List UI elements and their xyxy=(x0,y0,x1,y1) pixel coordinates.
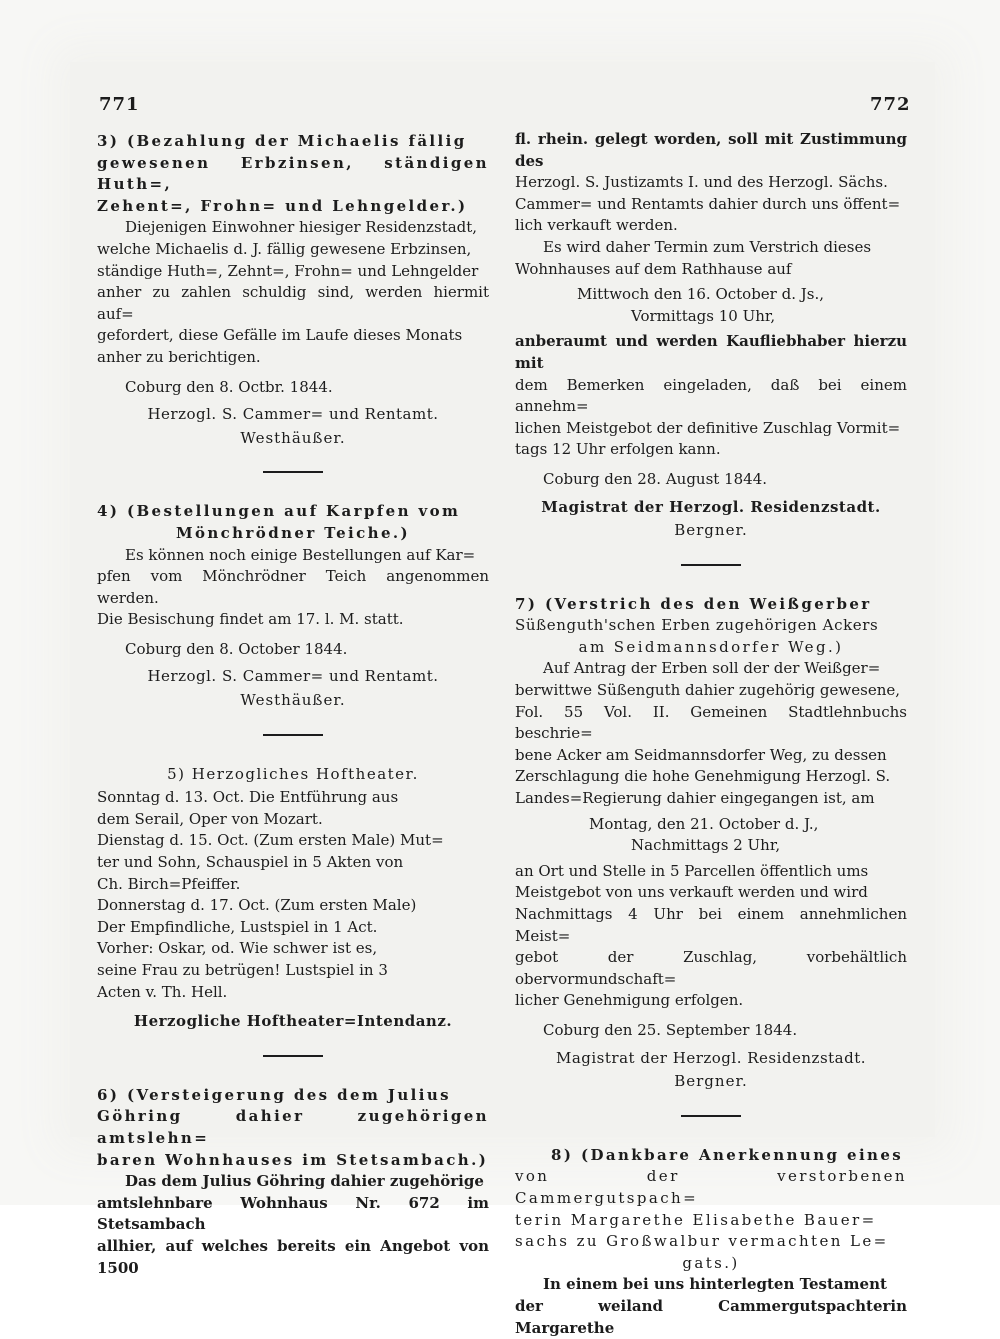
notice-8-title-line: von der verstorbenen Cammergutspach= xyxy=(515,1167,907,1207)
program-line: Vorher: Oskar, od. Wie schwer ist es, xyxy=(97,939,378,958)
notice-6-cont-line: tags 12 Uhr erfolgen kann. xyxy=(515,440,721,459)
program-line: Ch. Birch=Pfeiffer. xyxy=(97,874,241,893)
notice-7-title-line: 7) (Verstrich des den Weißgerber xyxy=(515,594,872,613)
notice-7-body-line: berwittwe Süßenguth dahier zugehörig gewesene, xyxy=(515,681,901,700)
program-line: Sonntag d. 13. Oct. Die Entführung aus xyxy=(97,788,399,807)
notice-3-name: Westhäußer. xyxy=(240,428,346,447)
notice-3-body-line: gefordert, diese Gefälle im Laufe dieses Monats xyxy=(97,326,463,345)
notice-7-body-line: Landes=Regierung dahier eingegangen ist, am xyxy=(515,789,875,808)
program-entry xyxy=(97,895,489,1003)
notice-6-continued xyxy=(515,129,907,542)
notice-7-term-date: Montag, den 21. October d. J., xyxy=(589,814,819,833)
notice-3-body-line: welche Michaelis d. J. fällig gewesene Erbzinsen, xyxy=(97,239,472,258)
program-line: ter und Sohn, Schauspiel in 5 Akten von xyxy=(97,853,404,872)
notice-6-name: Bergner. xyxy=(674,521,748,540)
separator xyxy=(681,1115,741,1117)
notice-8-body-line: der weiland Cammergutspachterin Margarethe xyxy=(515,1296,907,1337)
notice-4-date: Coburg den 8. October 1844. xyxy=(125,639,348,658)
program-line: Donnerstag d. 17. Oct. (Zum ersten Male) xyxy=(97,896,417,915)
notice-7-body-line: gebot der Zuschlag, vorbehältlich obervormundschaft= xyxy=(515,948,907,988)
notice-4-body-line: Die Besischung findet am 17. l. M. statt. xyxy=(97,610,404,629)
notice-6-cont-line: lich verkauft werden. xyxy=(515,216,678,235)
notice-7 xyxy=(515,594,907,1093)
separator xyxy=(263,734,323,736)
notice-6-date: Coburg den 28. August 1844. xyxy=(543,469,768,488)
notice-3-date: Coburg den 8. Octbr. 1844. xyxy=(125,377,333,396)
notice-8 xyxy=(515,1145,907,1339)
notice-7-body-line: licher Genehmigung erfolgen. xyxy=(515,991,744,1010)
page-number-left: 771 xyxy=(99,94,140,115)
notice-3-body-line: ständige Huth=, Zehnt=, Frohn= und Lehngelder xyxy=(97,261,479,280)
notice-3-title-line: Zehent=, Frohn= und Lehngelder.) xyxy=(97,196,468,215)
notice-8-body-line: In einem bei uns hinterlegten Testament xyxy=(543,1275,887,1294)
notice-4-signature: Herzogl. S. Cammer= und Rentamt. xyxy=(147,667,439,686)
notice-7-body-line: Zerschlagung die hohe Genehmigung Herzogl. S. xyxy=(515,767,891,786)
notice-8-title-line: terin Margarethe Elisabethe Bauer= xyxy=(515,1210,877,1229)
notice-7-title-line: am Seidmannsdorfer Weg.) xyxy=(578,637,844,656)
notice-6-term-time: Vormittags 10 Uhr, xyxy=(631,306,776,325)
program-entry xyxy=(97,787,489,830)
notice-7-date: Coburg den 25. September 1844. xyxy=(543,1020,798,1039)
notice-7-body-line: Fol. 55 Vol. II. Gemeinen Stadtlehnbuchs beschrie= xyxy=(515,702,907,743)
program-entry xyxy=(97,830,489,895)
notice-7-name: Bergner. xyxy=(674,1072,748,1091)
notice-6-title-line: Göhring dahier zugehörigen amtslehn= xyxy=(97,1107,489,1147)
program-line: dem Serail, Oper von Mozart. xyxy=(97,809,323,828)
left-column xyxy=(97,131,489,1279)
separator xyxy=(263,1055,323,1057)
notice-3-body-line: anher zu berichtigen. xyxy=(97,347,261,366)
notice-8-title-line: gats.) xyxy=(682,1253,740,1272)
notice-6-cont-line: dem Bemerken eingeladen, daß bei einem annehm= xyxy=(515,375,907,416)
notice-4-body-line: pfen vom Mönchrödner Teich angenommen werden. xyxy=(97,567,489,607)
notice-3-signature: Herzogl. S. Cammer= und Rentamt. xyxy=(147,405,439,424)
separator xyxy=(263,471,323,473)
notice-6-cont-line: Herzogl. S. Justizamts I. und des Herzogl. Sächs. xyxy=(515,173,888,192)
notice-6 xyxy=(97,1085,489,1279)
notice-4 xyxy=(97,501,489,711)
notice-4-title-line: Mönchrödner Teiche.) xyxy=(175,523,411,542)
notice-6-title-line: 6) (Versteigerung des dem Julius xyxy=(97,1085,452,1104)
notice-4-body-line: Es können noch einige Bestellungen auf Kar= xyxy=(125,545,476,564)
notice-3-title-line: gewesenen Erbzinsen, ständigen Huth=, xyxy=(97,153,489,194)
notice-3-body-line: Diejenigen Einwohner hiesiger Residenzstadt, xyxy=(125,218,478,237)
notice-6-cont-line: Es wird daher Termin zum Verstrich dieses xyxy=(543,237,872,256)
notice-7-title-line: Süßenguth'schen Erben zugehörigen Ackers xyxy=(515,616,879,635)
notice-6-body-line: allhier, auf welches bereits ein Angebot von 1500 xyxy=(97,1236,489,1277)
notice-7-body-line: bene Acker am Seidmannsdorfer Weg, zu dessen xyxy=(515,745,887,764)
notice-8-title-line: 8) (Dankbare Anerkennung eines xyxy=(551,1145,904,1164)
notice-6-body-line: amtslehnbare Wohnhaus Nr. 672 im Stetsambach xyxy=(97,1193,489,1234)
notice-3-body-line: anher zu zahlen schuldig sind, werden hiermit auf= xyxy=(97,283,489,323)
notice-7-body-line: an Ort und Stelle in 5 Parcellen öffentlich ums xyxy=(515,861,869,880)
separator xyxy=(681,564,741,566)
notice-6-title-line: baren Wohnhauses im Stetsambach.) xyxy=(97,1150,489,1169)
notice-6-cont-line: Cammer= und Rentamts dahier durch uns öffent= xyxy=(515,194,901,213)
notice-7-body-line: Auf Antrag der Erben soll der der Weißger= xyxy=(543,659,881,678)
notice-3 xyxy=(97,131,489,449)
page-number-right: 772 xyxy=(870,94,911,115)
notice-7-body-line: Nachmittags 4 Uhr bei einem annehmlichen Meist= xyxy=(515,905,907,945)
program-line: Der Empfindliche, Lustspiel in 1 Act. xyxy=(97,917,378,936)
notice-3-title-line: 3) (Bezahlung der Michaelis fällig xyxy=(97,132,467,150)
notice-5-title: 5) Herzogliches Hoftheater. xyxy=(167,764,419,783)
program-line: Acten v. Th. Hell. xyxy=(97,982,228,1001)
notice-8-title-line: sachs zu Großwalbur vermachten Le= xyxy=(515,1232,889,1251)
program-line: Dienstag d. 15. Oct. (Zum ersten Male) Mut= xyxy=(97,831,444,850)
notice-5-signature: Herzogliche Hoftheater=Intendanz. xyxy=(133,1012,453,1031)
notice-7-signature: Magistrat der Herzogl. Residenzstadt. xyxy=(555,1048,867,1067)
notice-7-body-line: Meistgebot von uns verkauft werden und wird xyxy=(515,883,868,902)
notice-5 xyxy=(97,764,489,1033)
notice-6-cont-line: fl. rhein. gelegt worden, soll mit Zustimmung des xyxy=(515,130,907,170)
right-column xyxy=(515,129,907,1339)
notice-6-term-date: Mittwoch den 16. October d. Js., xyxy=(577,285,825,304)
notice-6-cont-line: anberaumt und werden Kaufliebhaber hierzu mit xyxy=(515,332,907,372)
notice-6-body-line: Das dem Julius Göhring dahier zugehörige xyxy=(125,1172,484,1191)
notice-6-cont-line: Wohnhauses auf dem Rathhause auf xyxy=(515,259,792,278)
notice-7-term-time: Nachmittags 2 Uhr, xyxy=(631,836,781,855)
notice-6-cont-line: lichen Meistgebot der definitive Zuschlag Vormit= xyxy=(515,418,901,437)
notice-4-name: Westhäußer. xyxy=(240,691,346,710)
program-line: seine Frau zu betrügen! Lustspiel in 3 xyxy=(97,961,388,979)
notice-6-signature: Magistrat der Herzogl. Residenzstadt. xyxy=(541,497,881,516)
notice-4-title-line: 4) (Bestellungen auf Karpfen vom xyxy=(97,502,461,521)
